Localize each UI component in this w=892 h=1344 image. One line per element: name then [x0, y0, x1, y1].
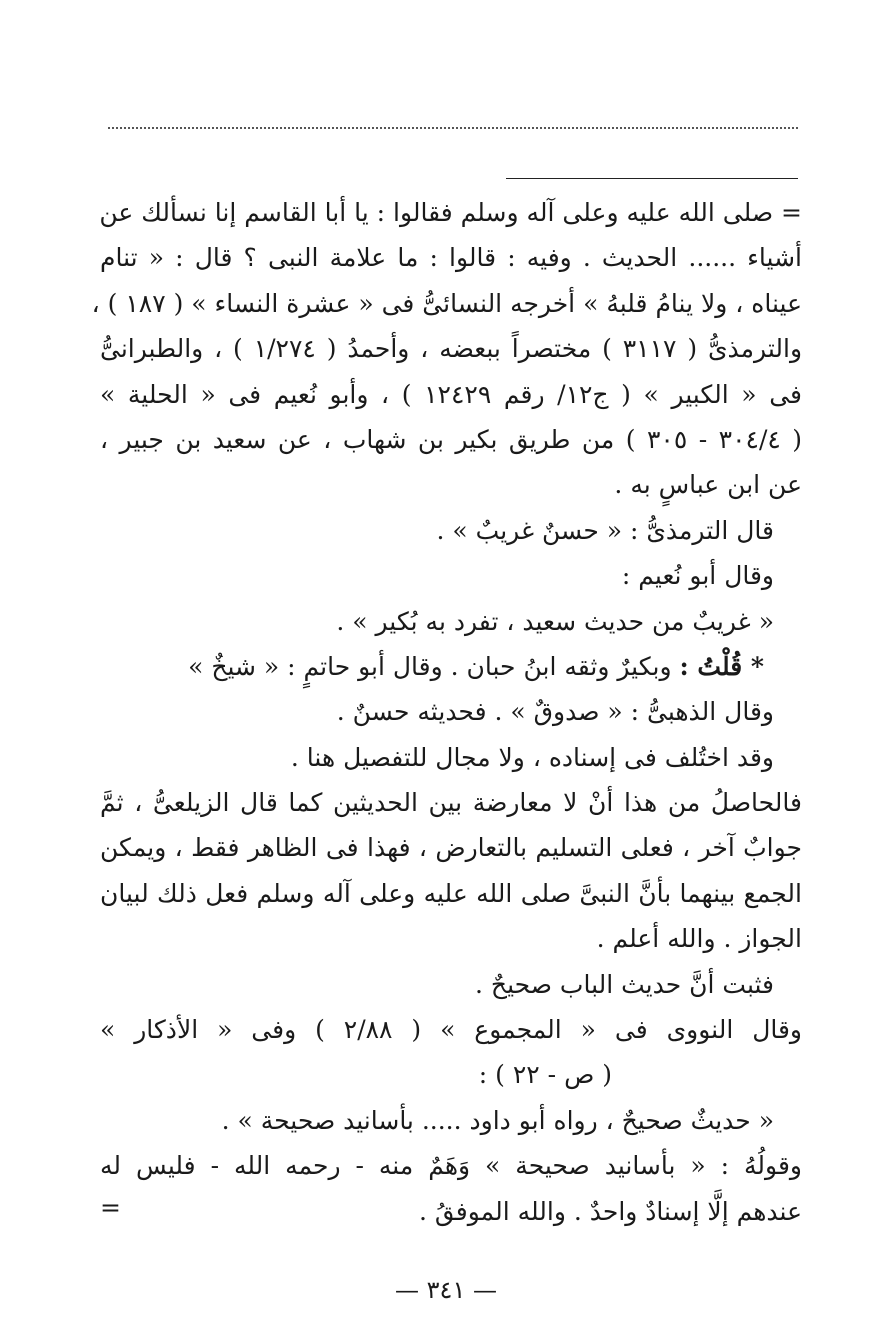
text-line-9: وقال أبو نُعيم :	[621, 561, 774, 591]
text-line-23: عندهم إلَّا إسنادٌ واحدٌ . والله الموفقُ .	[419, 1196, 802, 1226]
text-line-1: = صلى الله عليه وعلى آله وسلم فقالوا : يا أبا القاسم إنا نسألك عن	[99, 198, 802, 227]
text-line-12: وقال الذهبىُّ : « صدوقٌ » . فحديثه حسنٌ .	[336, 697, 774, 727]
text-line-3: عيناه ، ولا ينامُ قلبهُ » أخرجه النسائىُّ فى « عشرة النساء » ( ١٨٧ ) ،	[91, 288, 802, 318]
text-line-13: وقد اختُلف فى إسناده ، ولا مجال للتفصيل هنا .	[290, 742, 774, 772]
text-line-11	[100, 644, 802, 689]
continuation-mark: =	[100, 1193, 121, 1222]
text-line-19: وقال النووى فى « المجموع » ( ٢/٨٨ ) وفى « الأذكار »	[100, 1015, 802, 1045]
text-line-17: الجواز . والله أعلم .	[596, 924, 802, 954]
qult-marker: * قُلْتُ :	[679, 651, 764, 681]
text-line-11-body: وبكيرٌ وثقه ابنُ حبان . وقال أبو حاتمٍ : « شيخٌ »	[188, 651, 672, 681]
text-line-14: فالحاصلُ من هذا أنْ لا معارضة بين الحديثين كما قال الزيلعىُّ ، ثمَّ	[100, 788, 802, 818]
text-line-2: أشياء ...... الحديث . وفيه : قالوا : ما علامة النبى ؟ قال : « تنام	[100, 243, 802, 273]
text-line-7: عن ابن عباسٍ به .	[614, 470, 802, 500]
page-number: — ٣٤١ —	[395, 1276, 497, 1304]
text-line-10: « غريبٌ من حديث سعيد ، تفرد به بُكير » .	[336, 606, 774, 636]
text-line-22: وقولُهُ : « بأسانيد صحيحة » وَهَمٌ منه - رحمه الله - فليس له	[100, 1151, 802, 1181]
text-line-4: والترمذىُّ ( ٣١١٧ ) مختصراً ببعضه ، وأحمدُ ( ١/٢٧٤ ) ، والطبرانىُّ	[100, 334, 803, 364]
text-line-8: قال الترمذىُّ : « حسنٌ غريبٌ » .	[436, 515, 774, 545]
text-line-21: « حديثٌ صحيحٌ ، رواه أبو داود ..... بأسانيد صحيحة » .	[221, 1105, 774, 1135]
header-dotted-rule	[108, 127, 798, 129]
text-line-18: فثبت أنَّ حديث الباب صحيحٌ .	[475, 969, 774, 999]
text-line-20: ( ص - ٢٢ ) :	[478, 1060, 612, 1090]
footnote-separator-rule	[506, 178, 798, 179]
text-line-16: الجمع بينهما بأنَّ النبىَّ صلى الله عليه وعلى آله وسلم فعل ذلك لبيان	[100, 878, 802, 908]
text-line-15: جوابٌ آخر ، فعلى التسليم بالتعارض ، فهذا فى الظاهر فقط ، ويمكن	[100, 833, 802, 863]
text-line-5: فى « الكبير » ( ج١٢/ رقم ١٢٤٢٩ ) ، وأبو نُعيم فى « الحلية »	[100, 379, 802, 409]
text-line-6: ( ٣٠٤/٤ - ٣٠٥ ) من طريق بكير بن شهاب ، عن سعيد بن جبير ،	[100, 424, 803, 454]
footnote-text-block	[91, 190, 803, 1234]
